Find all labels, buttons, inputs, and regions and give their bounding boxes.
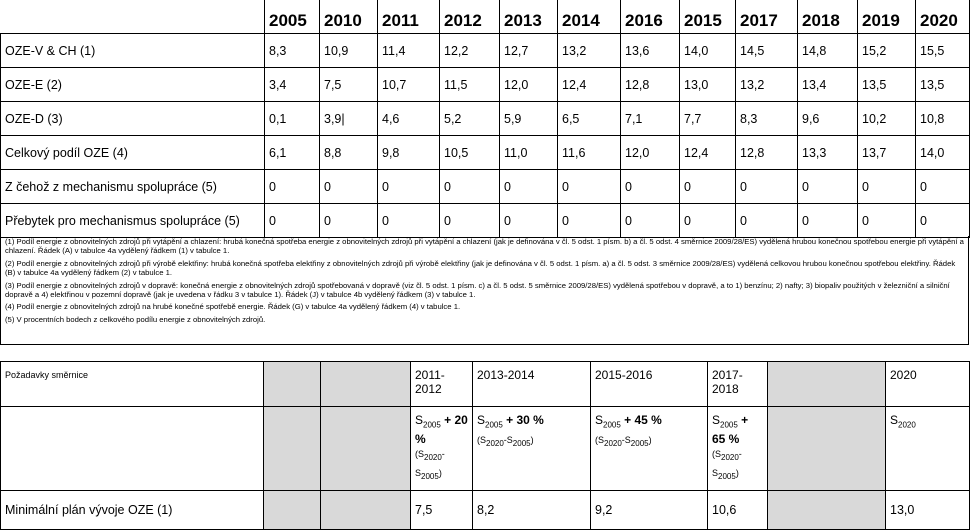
value-cell: 0	[736, 170, 798, 204]
year-header: 2010	[320, 0, 378, 34]
table-row	[1, 68, 970, 102]
value-cell: 13,5	[916, 68, 970, 102]
period-header: 2013-2014	[473, 362, 591, 407]
year-header-row	[1, 0, 970, 34]
footnote: (3) Podíl energie z obnovitelných zdrojů v dopravě: konečná energie z obnovitelných zdrojů spotřebovaná v dopravě (viz čl. 5 odst. 1 písm. c) a čl. 5 odst. 5 směrnice 2009/28/ES) vydělená spotřebou v dopravě, a to 1) benzínu; 2) nafty; 3) biopaliv použitých v železniční a silniční dopravě a 4) elektřinou v pozemní dopravě (jak je uvedena v řádku 3 v tabulce 1). Řádek (J) v tabulce 4b vydělený řádkem (3) v tabulce 1.	[5, 280, 950, 300]
value-cell: 0	[320, 170, 378, 204]
year-header: 2005	[265, 0, 320, 34]
directive-requirements-table	[0, 361, 970, 530]
value-cell: 0	[858, 170, 916, 204]
value-cell: 3,9|	[320, 102, 378, 136]
row-label: OZE-E (2)	[1, 68, 265, 102]
year-header: 2017	[736, 0, 798, 34]
value-cell: 13,3	[798, 136, 858, 170]
value-cell: 4,6	[378, 102, 440, 136]
value-cell: 0	[500, 204, 558, 238]
value-cell: 0	[320, 204, 378, 238]
formula-cell: $S_{2005} + 20$ % $(S_{2020}-S_{2005})$	[411, 407, 473, 491]
value-cell: 12,4	[680, 136, 736, 170]
value-cell: 0	[500, 170, 558, 204]
min-plan-value: 8,2	[473, 490, 591, 529]
footnotes	[0, 236, 969, 345]
value-cell: 12,8	[736, 136, 798, 170]
gray-cell	[768, 407, 886, 491]
requirements-label: Požadavky směrnice	[1, 362, 264, 407]
value-cell: 8,3	[736, 102, 798, 136]
value-cell: 6,1	[265, 136, 320, 170]
min-plan-value: 9,2	[591, 490, 708, 529]
gray-cell	[768, 490, 886, 529]
value-cell: 5,2	[440, 102, 500, 136]
gray-cell	[321, 362, 411, 407]
period-header: 2020	[886, 362, 970, 407]
row-label: Z čehož z mechanismu spolupráce (5)	[1, 170, 265, 204]
value-cell: 9,6	[798, 102, 858, 136]
table-row	[1, 136, 970, 170]
value-cell: 0	[680, 204, 736, 238]
value-cell: 13,6	[621, 34, 680, 68]
value-cell: 0	[916, 204, 970, 238]
value-cell: 0	[736, 204, 798, 238]
period-header-row	[1, 362, 970, 407]
min-plan-row	[1, 490, 970, 529]
formula-cell: $S_{2005} + 45$ % $(S_{2020}-S_{2005})$	[591, 407, 708, 491]
table-row	[1, 102, 970, 136]
value-cell: 7,1	[621, 102, 680, 136]
value-cell: 8,8	[320, 136, 378, 170]
value-cell: 3,4	[265, 68, 320, 102]
value-cell: 8,3	[265, 34, 320, 68]
value-cell: 13,2	[736, 68, 798, 102]
value-cell: 12,8	[621, 68, 680, 102]
value-cell: 11,5	[440, 68, 500, 102]
value-cell: 11,6	[558, 136, 621, 170]
value-cell: 10,5	[440, 136, 500, 170]
value-cell: 11,0	[500, 136, 558, 170]
gray-cell	[321, 407, 411, 491]
row-label: OZE-V & CH (1)	[1, 34, 265, 68]
value-cell: 0	[558, 204, 621, 238]
value-cell: 10,9	[320, 34, 378, 68]
empty-cell	[1, 407, 264, 491]
footnote: (1) Podíl energie z obnovitelných zdrojů při vytápění a chlazení: hrubá konečná spotřeba energie z obnovitelných zdrojů při vytápění a chlazení (jak je definována v čl. 5 odst. 1 písm. b) a čl. 5 odst. 4 směrnice 2009/28/ES) vydělená hrubou konečnou spotřebou energie při vytápění a chlazení. Řádek (A) v tabulce 4a vydělený řádkem (1) v tabulce 1.	[5, 237, 964, 256]
year-header: 2012	[440, 0, 500, 34]
value-cell: 12,0	[621, 136, 680, 170]
value-cell: 0	[265, 170, 320, 204]
value-cell: 14,8	[798, 34, 858, 68]
gray-cell	[768, 362, 886, 407]
value-cell: 12,2	[440, 34, 500, 68]
formula-row	[1, 407, 970, 491]
value-cell: 10,8	[916, 102, 970, 136]
year-header: 2020	[916, 0, 970, 34]
footnote: (4) Podíl energie z obnovitelných zdrojů na hrubé konečné spotřebě energie. Řádek (G) v tabulce 4a vydělený řádkem (4) v tabulce 1.	[5, 302, 461, 312]
formula-cell: $S_{2005} + 30$ % $(S_{2020}-S_{2005})$	[473, 407, 591, 491]
period-header: 2017-2018	[708, 362, 768, 407]
renewables-share-table	[0, 0, 970, 238]
period-header: 2011-2012	[411, 362, 473, 407]
value-cell: 0	[558, 170, 621, 204]
table-row	[1, 170, 970, 204]
value-cell: 0	[621, 204, 680, 238]
value-cell: 14,0	[680, 34, 736, 68]
value-cell: 15,5	[916, 34, 970, 68]
value-cell: 13,0	[680, 68, 736, 102]
min-plan-label: Minimální plán vývoje OZE (1)	[1, 490, 264, 529]
formula-cell: $S_{2020}$	[886, 407, 970, 491]
value-cell: 0	[680, 170, 736, 204]
value-cell: 0	[916, 170, 970, 204]
value-cell: 15,2	[858, 34, 916, 68]
value-cell: 0	[265, 204, 320, 238]
year-header: 2019	[858, 0, 916, 34]
value-cell: 6,5	[558, 102, 621, 136]
value-cell: 0	[798, 204, 858, 238]
value-cell: 9,8	[378, 136, 440, 170]
min-plan-value: 13,0	[886, 490, 970, 529]
value-cell: 12,4	[558, 68, 621, 102]
value-cell: 0,1	[265, 102, 320, 136]
value-cell: 12,0	[500, 68, 558, 102]
value-cell: 11,4	[378, 34, 440, 68]
gray-cell	[264, 490, 321, 529]
year-header: 2014	[558, 0, 621, 34]
value-cell: 0	[798, 170, 858, 204]
row-label: Celkový podíl OZE (4)	[1, 136, 265, 170]
value-cell: 14,0	[916, 136, 970, 170]
value-cell: 14,5	[736, 34, 798, 68]
row-label: Přebytek pro mechanismus spolupráce (5)	[1, 204, 265, 238]
gray-cell	[264, 362, 321, 407]
value-cell: 0	[440, 170, 500, 204]
value-cell: 7,7	[680, 102, 736, 136]
year-header: 2018	[798, 0, 858, 34]
value-cell: 13,4	[798, 68, 858, 102]
value-cell: 12,7	[500, 34, 558, 68]
year-header: 2016	[621, 0, 680, 34]
header-blank-cell	[1, 0, 265, 34]
value-cell: 0	[858, 204, 916, 238]
value-cell: 10,7	[378, 68, 440, 102]
gray-cell	[321, 490, 411, 529]
value-cell: 0	[378, 204, 440, 238]
value-cell: 10,2	[858, 102, 916, 136]
value-cell: 0	[378, 170, 440, 204]
value-cell: 13,7	[858, 136, 916, 170]
value-cell: 0	[621, 170, 680, 204]
year-header: 2015	[680, 0, 736, 34]
footnote: (5) V procentních bodech z celkového podílu energie z obnovitelných zdrojů.	[5, 314, 266, 324]
footnote: (2) Podíl energie z obnovitelných zdrojů při výrobě elektřiny: hrubá konečná spotřeba elektřiny z obnovitelných zdrojů při výrobě elektřiny (jak je definována v čl. 5 odst. 1 písm. a) a čl. 5 odst. 3 směrnice 2009/28/ES) vydělená celkovou hrubou konečnou spotřebou elektřiny. Řádek (B) v tabulce 4a vydělený řádkem (2) v tabulce 1.	[5, 258, 956, 278]
min-plan-value: 10,6	[708, 490, 768, 529]
value-cell: 13,5	[858, 68, 916, 102]
value-cell: 0	[440, 204, 500, 238]
value-cell: 5,9	[500, 102, 558, 136]
formula-cell: $S_{2005} + 65$ % $(S_{2020}-S_{2005})$	[708, 407, 768, 491]
year-header: 2013	[500, 0, 558, 34]
table-row	[1, 34, 970, 68]
period-header: 2015-2016	[591, 362, 708, 407]
value-cell: 7,5	[320, 68, 378, 102]
value-cell: 13,2	[558, 34, 621, 68]
year-header: 2011	[378, 0, 440, 34]
min-plan-value: 7,5	[411, 490, 473, 529]
table-row	[1, 204, 970, 238]
gray-cell	[264, 407, 321, 491]
row-label: OZE-D (3)	[1, 102, 265, 136]
